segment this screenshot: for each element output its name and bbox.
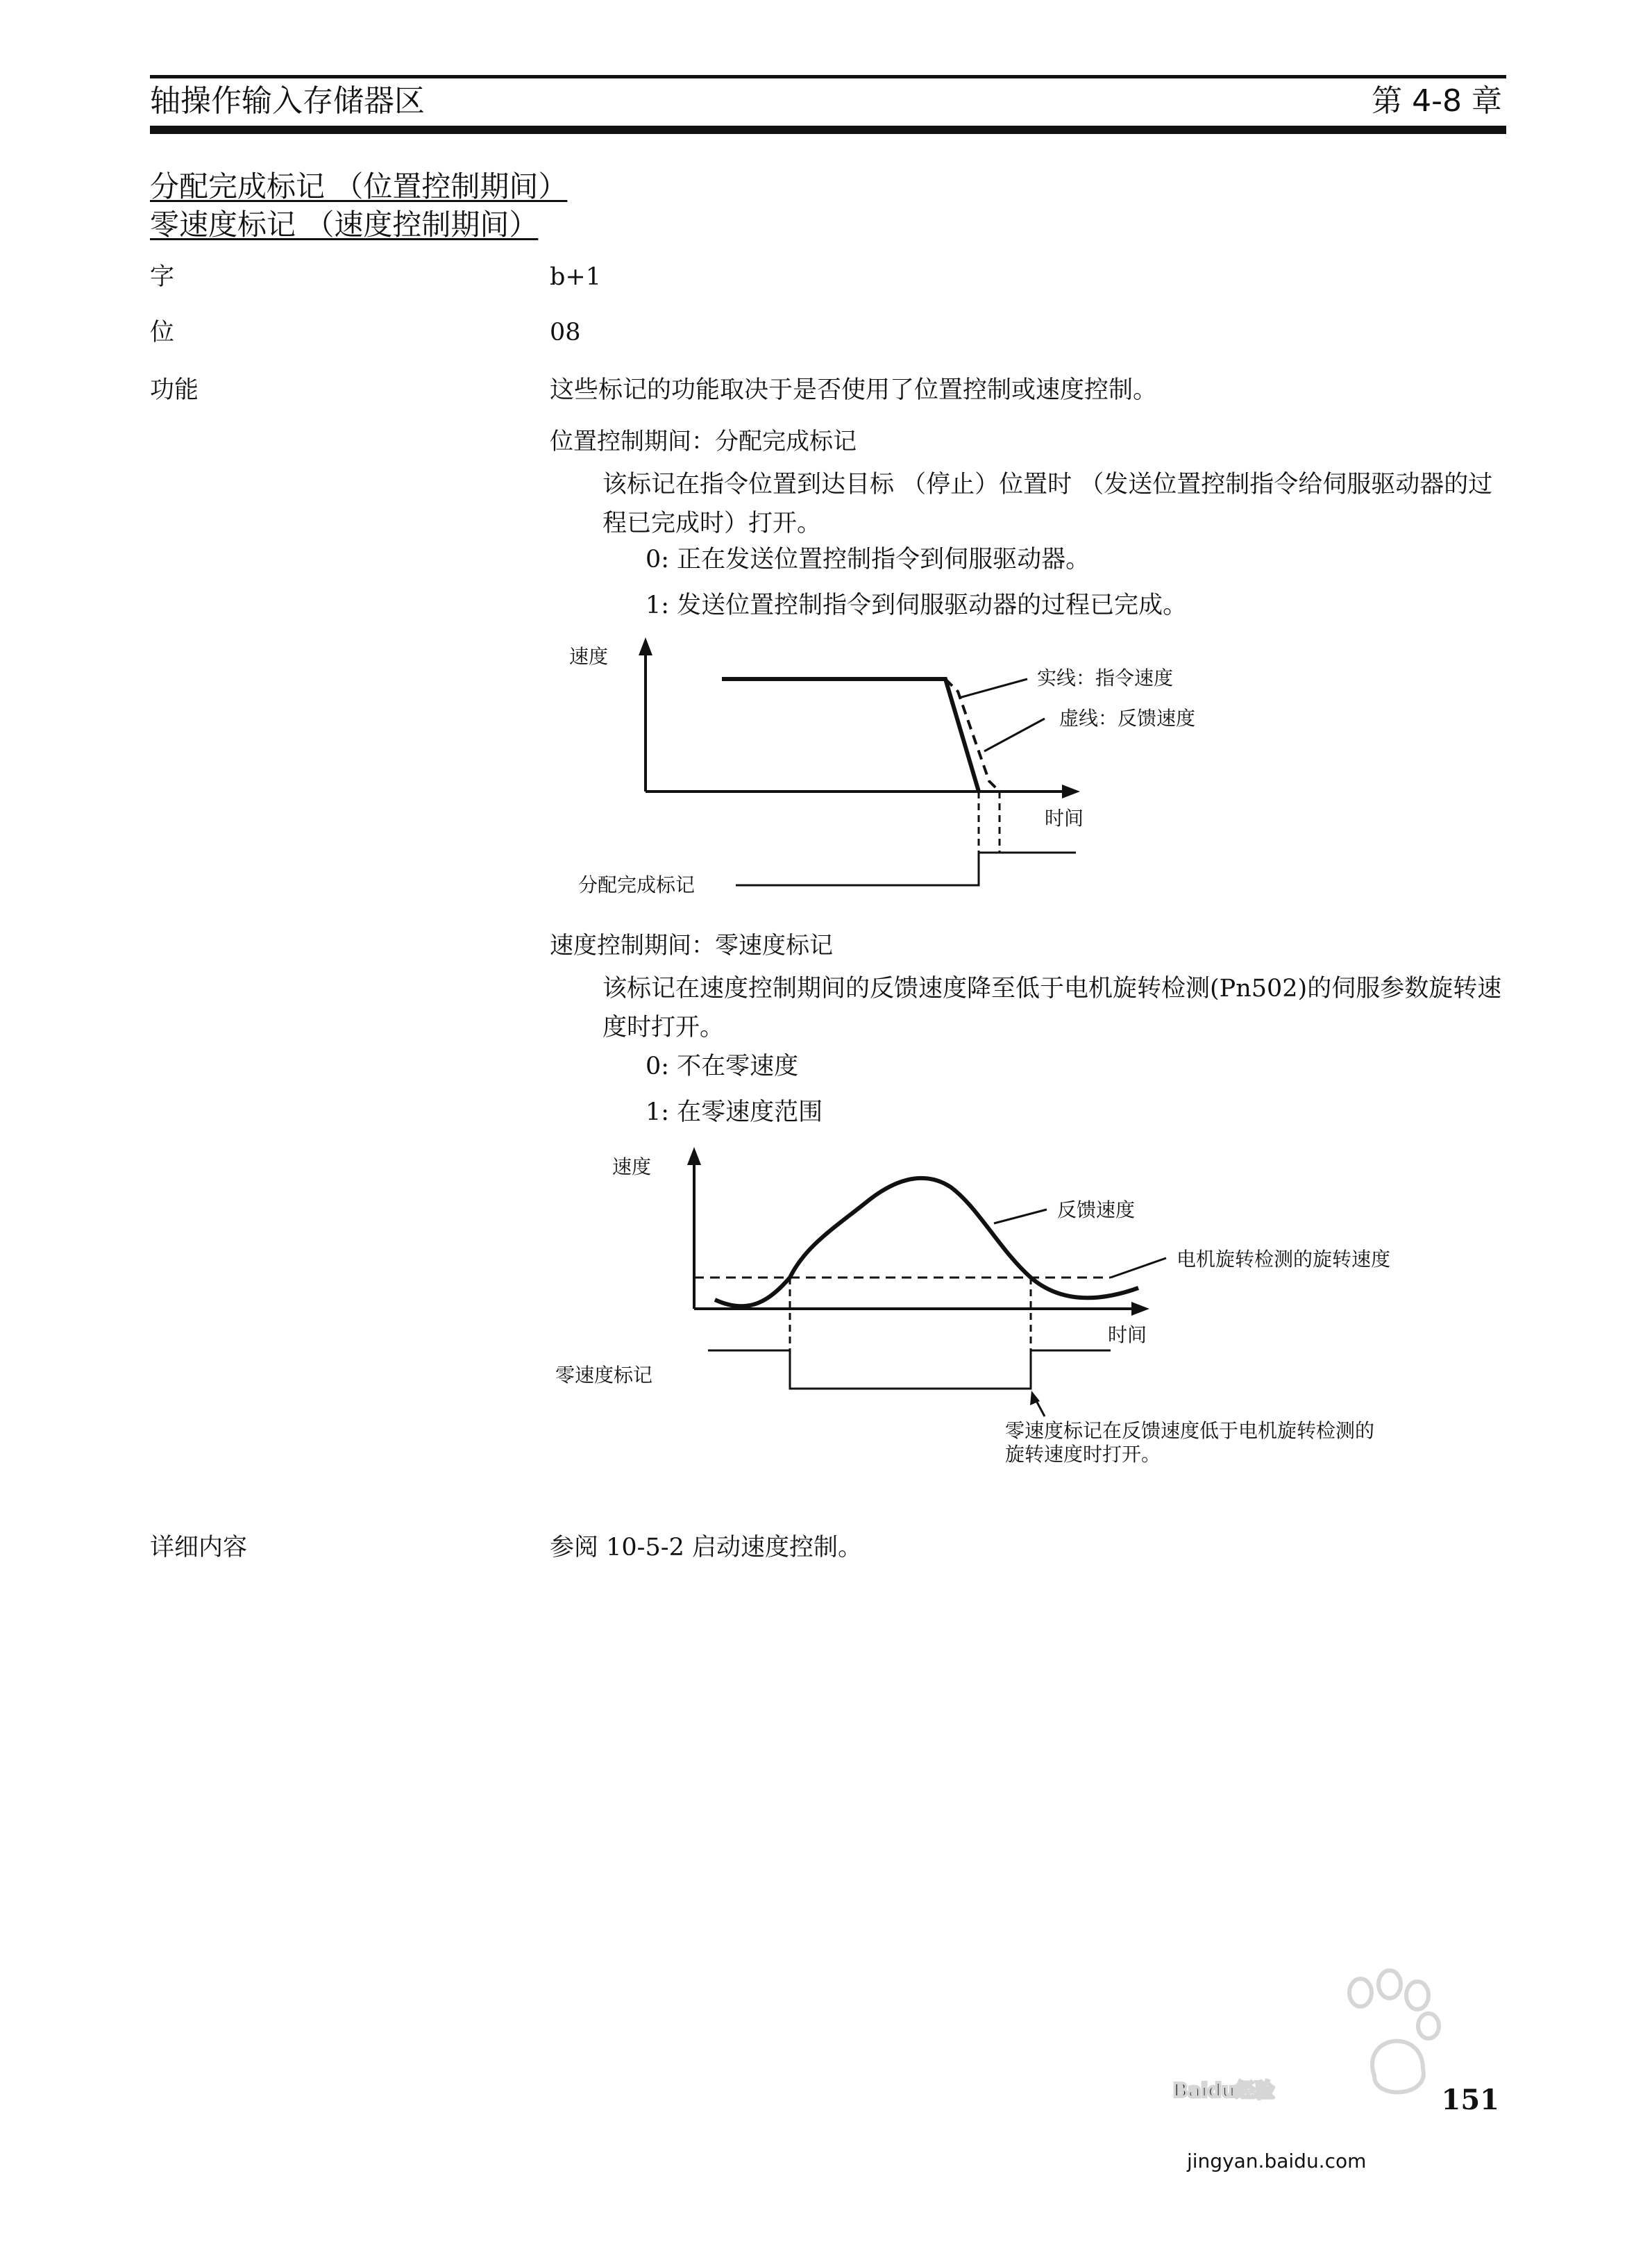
chart1-legend-solid: 实线：指令速度 [1037, 667, 1174, 689]
speed-item-1: 1: 在零速度范围 [646, 1098, 823, 1126]
chart2-y-arrow [687, 1147, 701, 1165]
chart2-threshold-leader [1111, 1258, 1166, 1278]
chart2-feedback-curve [715, 1178, 1138, 1306]
chart2-note-line2: 旋转速度时打开。 [1005, 1443, 1161, 1466]
chart2-threshold-label: 电机旋转检测的旋转速度 [1177, 1248, 1391, 1271]
paw-toe-1 [1349, 1979, 1372, 2007]
section-title-speed: 零速度标记 （速度控制期间） [150, 208, 539, 242]
position-paragraph: 该标记在指令位置到达目标 （停止）位置时 （发送位置控制指令给伺服驱动器的过程已完成时）打开。 [602, 471, 1493, 537]
header-title: 轴操作输入存储器区 [150, 83, 425, 119]
paw-toe-4 [1418, 2013, 1439, 2038]
chart1-flag-label: 分配完成标记 [578, 873, 696, 896]
watermark-brand: Baidu经验 [1173, 2079, 1274, 2102]
chart2-curve-leader [994, 1209, 1047, 1223]
speed-item-0: 0: 不在零速度 [646, 1053, 799, 1080]
paw-pad [1372, 2041, 1424, 2093]
chart2-x-arrow [1131, 1302, 1149, 1316]
position-item-0: 0: 正在发送位置控制指令到伺服驱动器。 [646, 546, 1090, 573]
baidu-watermark-logo [1145, 1965, 1562, 2187]
details-label: 详细内容 [150, 1534, 248, 1561]
watermark-url: jingyan.baidu.com [1187, 2150, 1367, 2172]
chart1-y-label: 速度 [569, 645, 609, 668]
field-value-bit: 08 [550, 319, 581, 346]
field-value-function: 这些标记的功能取决于是否使用了位置控制或速度控制。 [550, 376, 1158, 404]
field-value-word: b+1 [550, 263, 601, 291]
section-title-position: 分配完成标记 （位置控制期间） [150, 169, 568, 203]
chart2-note-line1: 零速度标记在反馈速度低于电机旋转检测的 [1005, 1419, 1375, 1442]
chart2-curve-label: 反馈速度 [1057, 1198, 1136, 1221]
chart1-x-label: 时间 [1045, 807, 1084, 830]
details-value: 参阅 10-5-2 启动速度控制。 [550, 1534, 862, 1561]
chart2-x-label: 时间 [1108, 1323, 1147, 1346]
page-number: 151 [1441, 2084, 1499, 2116]
chart2-y-label: 速度 [612, 1155, 652, 1178]
speed-paragraph: 该标记在速度控制期间的反馈速度降至低于电机旋转检测(Pn502)的伺服参数旋转速度时打开。 [602, 975, 1502, 1041]
paw-toe-2 [1379, 1970, 1401, 1998]
speed-heading: 速度控制期间：零速度标记 [550, 932, 833, 960]
header-chapter: 第 4-8 章 [1372, 83, 1502, 119]
field-label-bit: 位 [150, 319, 175, 346]
position-heading: 位置控制期间：分配完成标记 [550, 428, 857, 455]
position-item-1: 1: 发送位置控制指令到伺服驱动器的过程已完成。 [646, 592, 1188, 619]
chart2-flag-signal [708, 1350, 1111, 1389]
field-label-word: 字 [150, 263, 175, 291]
field-label-function: 功能 [150, 376, 199, 404]
chart1-legend-dashed: 虚线：反馈速度 [1059, 707, 1196, 730]
chart2-flag-label: 零速度标记 [555, 1364, 653, 1387]
paw-toe-3 [1406, 1982, 1428, 2009]
